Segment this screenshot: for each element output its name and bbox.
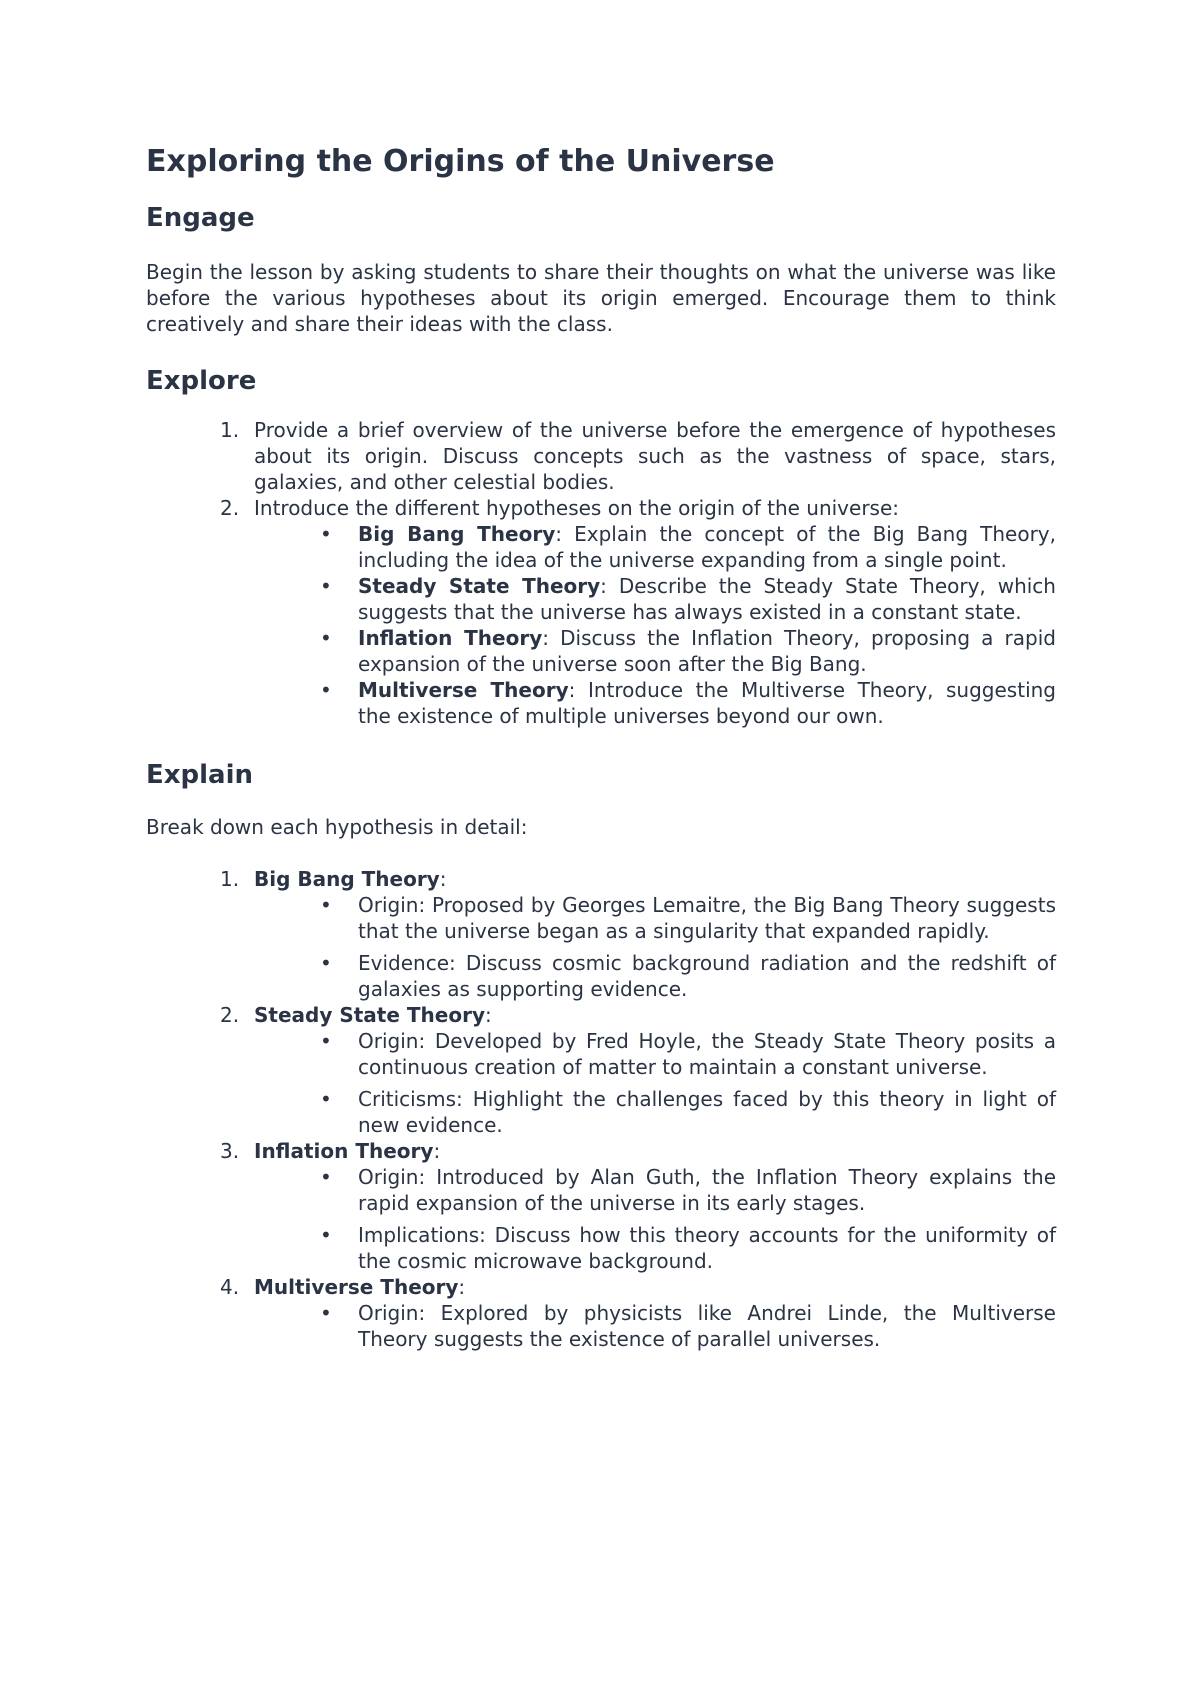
list-item-term: Big Bang Theory	[254, 867, 440, 891]
bullet-term: Big Bang Theory	[358, 522, 556, 546]
bullet-item	[146, 677, 1056, 729]
bullet-text: : Describe the Steady State Theory, which suggests that the universe has always existed in a constant state.	[358, 574, 1056, 624]
list-item	[146, 1138, 1056, 1164]
bullet-group	[146, 1164, 1056, 1274]
bullet-icon: •	[320, 1165, 332, 1189]
bullet-icon: •	[320, 893, 332, 917]
bullet-term: Steady State Theory	[358, 574, 601, 598]
bullet-text: Evidence: Discuss cosmic background radiation and the redshift of galaxies as supporting evidence.	[358, 951, 1056, 1001]
bullet-text: : Introduce the Multiverse Theory, suggesting the existence of multiple universes beyond our own.	[358, 678, 1056, 728]
list-item-text: Introduce the different hypotheses on the origin of the universe:	[254, 496, 900, 520]
list-item	[146, 1002, 1056, 1028]
bullet-icon: •	[320, 678, 332, 702]
bullet-text: Origin: Introduced by Alan Guth, the Inflation Theory explains the rapid expansion of the universe in its early stages.	[358, 1165, 1056, 1215]
bullet-text: Origin: Proposed by Georges Lemaitre, the Big Bang Theory suggests that the universe began as a singularity that expanded rapidly.	[358, 893, 1056, 943]
bullet-list	[146, 1164, 1056, 1274]
bullet-item	[146, 625, 1056, 677]
list-number: 2.	[220, 1003, 240, 1027]
list-item-term: Inflation Theory	[254, 1139, 434, 1163]
list-item-suffix: :	[439, 867, 447, 891]
bullet-list	[146, 892, 1056, 1002]
bullet-item	[146, 1222, 1056, 1274]
bullet-icon: •	[320, 626, 332, 650]
explore-heading: Explore	[146, 366, 257, 396]
bullet-text: Origin: Developed by Fred Hoyle, the Steady State Theory posits a continuous creation of matter to maintain a constant universe.	[358, 1029, 1056, 1079]
bullet-icon: •	[320, 522, 332, 546]
list-item	[146, 1274, 1056, 1300]
engage-paragraph: Begin the lesson by asking students to share their thoughts on what the universe was like before the various hypotheses about its origin emerged. Encourage them to think creatively and share their ideas with the class.	[146, 260, 1056, 336]
bullet-item	[146, 573, 1056, 625]
bullet-icon: •	[320, 1029, 332, 1053]
list-item	[146, 417, 1056, 495]
document-page	[146, 140, 1056, 1352]
list-item	[146, 866, 1056, 892]
explain-list	[146, 866, 1056, 1352]
bullet-item	[146, 1164, 1056, 1216]
bullet-group	[146, 1028, 1056, 1138]
list-number: 2.	[220, 496, 240, 520]
list-number: 1.	[220, 418, 240, 442]
bullet-item	[146, 950, 1056, 1002]
bullet-icon: •	[320, 1087, 332, 1111]
list-number: 3.	[220, 1139, 240, 1163]
bullet-term: Multiverse Theory	[358, 678, 569, 702]
engage-heading: Engage	[146, 203, 255, 233]
bullet-text: : Explain the concept of the Big Bang Theory, including the idea of the universe expanding from a single point.	[358, 522, 1056, 572]
bullet-item	[146, 1028, 1056, 1080]
list-number: 1.	[220, 867, 240, 891]
bullet-item	[146, 1300, 1056, 1352]
bullet-list	[146, 1028, 1056, 1138]
bullet-icon: •	[320, 574, 332, 598]
bullet-icon: •	[320, 1301, 332, 1325]
bullet-item	[146, 521, 1056, 573]
list-item-text: Provide a brief overview of the universe before the emergence of hypotheses about its origin. Discuss concepts such as the vastness of space, stars, galaxies, and other celestial bodies.	[254, 418, 1056, 494]
bullet-group	[146, 892, 1056, 1002]
list-item-suffix: :	[484, 1003, 492, 1027]
list-item-term: Steady State Theory	[254, 1003, 485, 1027]
list-item-suffix: :	[458, 1275, 466, 1299]
bullet-term: Inflation Theory	[358, 626, 543, 650]
list-item	[146, 495, 1056, 521]
list-item-suffix: :	[433, 1139, 441, 1163]
explore-list	[146, 417, 1056, 729]
bullet-group	[146, 1300, 1056, 1352]
bullet-list	[146, 1300, 1056, 1352]
bullet-text: : Discuss the Inflation Theory, proposing a rapid expansion of the universe soon after the Big Bang.	[358, 626, 1056, 676]
list-number: 4.	[220, 1275, 240, 1299]
explain-heading: Explain	[146, 760, 254, 790]
bullet-group	[146, 521, 1056, 729]
bullet-list	[146, 521, 1056, 729]
bullet-icon: •	[320, 1223, 332, 1247]
bullet-text: Origin: Explored by physicists like Andrei Linde, the Multiverse Theory suggests the existence of parallel universes.	[358, 1301, 1056, 1351]
bullet-text: Implications: Discuss how this theory accounts for the uniformity of the cosmic microwave background.	[358, 1223, 1056, 1273]
explain-intro: Break down each hypothesis in detail:	[146, 815, 528, 839]
list-item-term: Multiverse Theory	[254, 1275, 459, 1299]
bullet-item	[146, 1086, 1056, 1138]
bullet-item	[146, 892, 1056, 944]
document-title: Exploring the Origins of the Universe	[146, 144, 775, 179]
bullet-text: Criticisms: Highlight the challenges faced by this theory in light of new evidence.	[358, 1087, 1056, 1137]
bullet-icon: •	[320, 951, 332, 975]
